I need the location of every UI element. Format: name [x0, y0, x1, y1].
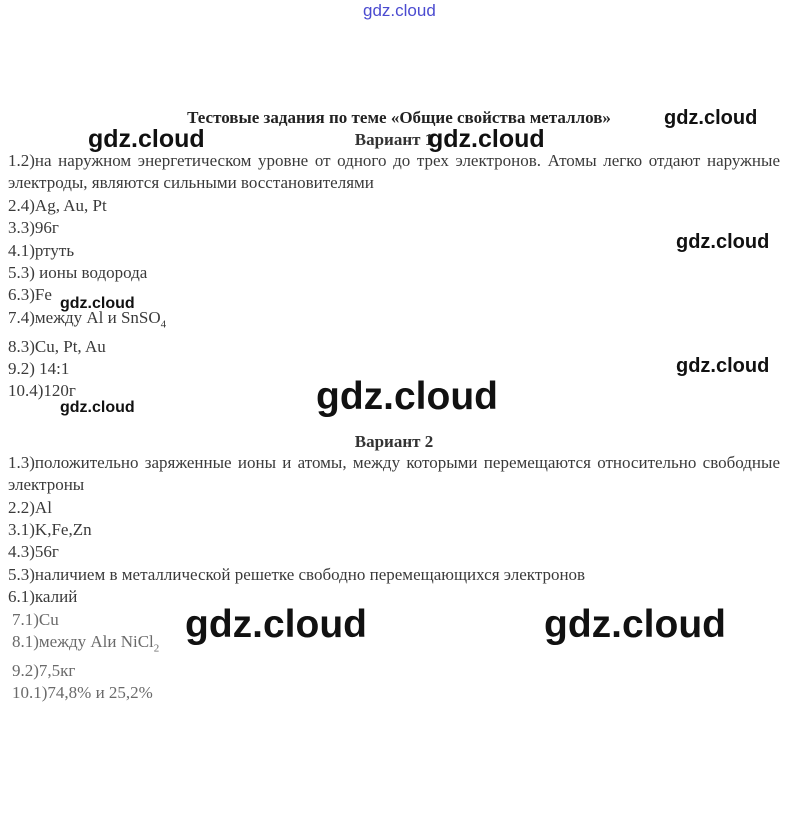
answer-item: 4.3)56г: [8, 542, 59, 562]
answer-item: 3.1)K,Fe,Zn: [8, 520, 92, 540]
watermark: gdz.cloud: [544, 603, 726, 646]
answer-text: 8.1)между Alи NiCl: [12, 632, 154, 652]
answer-item: 4.1)ртуть: [8, 240, 75, 260]
answer-item: 5.3)наличием в металлической решетке свободно перемещающихся электронов: [8, 564, 586, 584]
answer-item: 9.2)7,5кг: [12, 660, 76, 680]
answer-item: 7.1)Cu: [12, 609, 59, 629]
answer-item: 3.3)96г: [8, 218, 59, 238]
answer-item: 8.3)Cu, Pt, Au: [8, 336, 106, 356]
answer-item: 9.2) 14:1: [8, 359, 70, 379]
answer-item: 2.4)Ag, Au, Pt: [8, 195, 107, 215]
watermark: gdz.cloud: [60, 295, 135, 312]
subscript: 4: [160, 318, 167, 331]
answer-item: 6.1)калий: [8, 587, 78, 607]
watermark: gdz.cloud: [676, 231, 770, 253]
answer-item: 6.3)Fe: [8, 285, 52, 305]
watermark: gdz.cloud: [60, 399, 135, 416]
answer-item: 1.2)на наружном энергетическом уровне от одного до трех электронов. Атомы легко отдают наружные электроды, являются сильными восстановителями: [8, 151, 780, 193]
variant-1-answers: [8, 150, 780, 403]
watermark: gdz.cloud: [664, 107, 758, 129]
header-watermark-link[interactable]: gdz.cloud: [363, 1, 436, 20]
answer-item: 5.3) ионы водорода: [8, 263, 148, 283]
variant-2-answers: [8, 452, 780, 705]
watermark: gdz.cloud: [88, 125, 205, 153]
answer-item: 1.3)положительно заряженные ионы и атомы, между которыми перемещаются относительно свободные электроны: [8, 452, 780, 495]
page-title: Тестовые задания по теме «Общие свойства металлов»: [187, 108, 611, 127]
watermark: gdz.cloud: [676, 355, 770, 377]
watermark: gdz.cloud: [185, 603, 367, 646]
watermark: gdz.cloud: [316, 375, 498, 418]
answer-item: 10.4)120г: [8, 381, 76, 401]
answer-item: 10.1)74,8% и 25,2%: [12, 683, 153, 703]
variant-2-heading: Вариант 2: [354, 431, 434, 451]
watermark: gdz.cloud: [428, 125, 545, 153]
answer-item: 2.2)Al: [8, 497, 52, 517]
subscript: 2: [153, 642, 160, 655]
variant-1-heading: Вариант 1: [354, 130, 434, 149]
answer-text: 7.4)между Al и SnSO: [8, 307, 161, 327]
